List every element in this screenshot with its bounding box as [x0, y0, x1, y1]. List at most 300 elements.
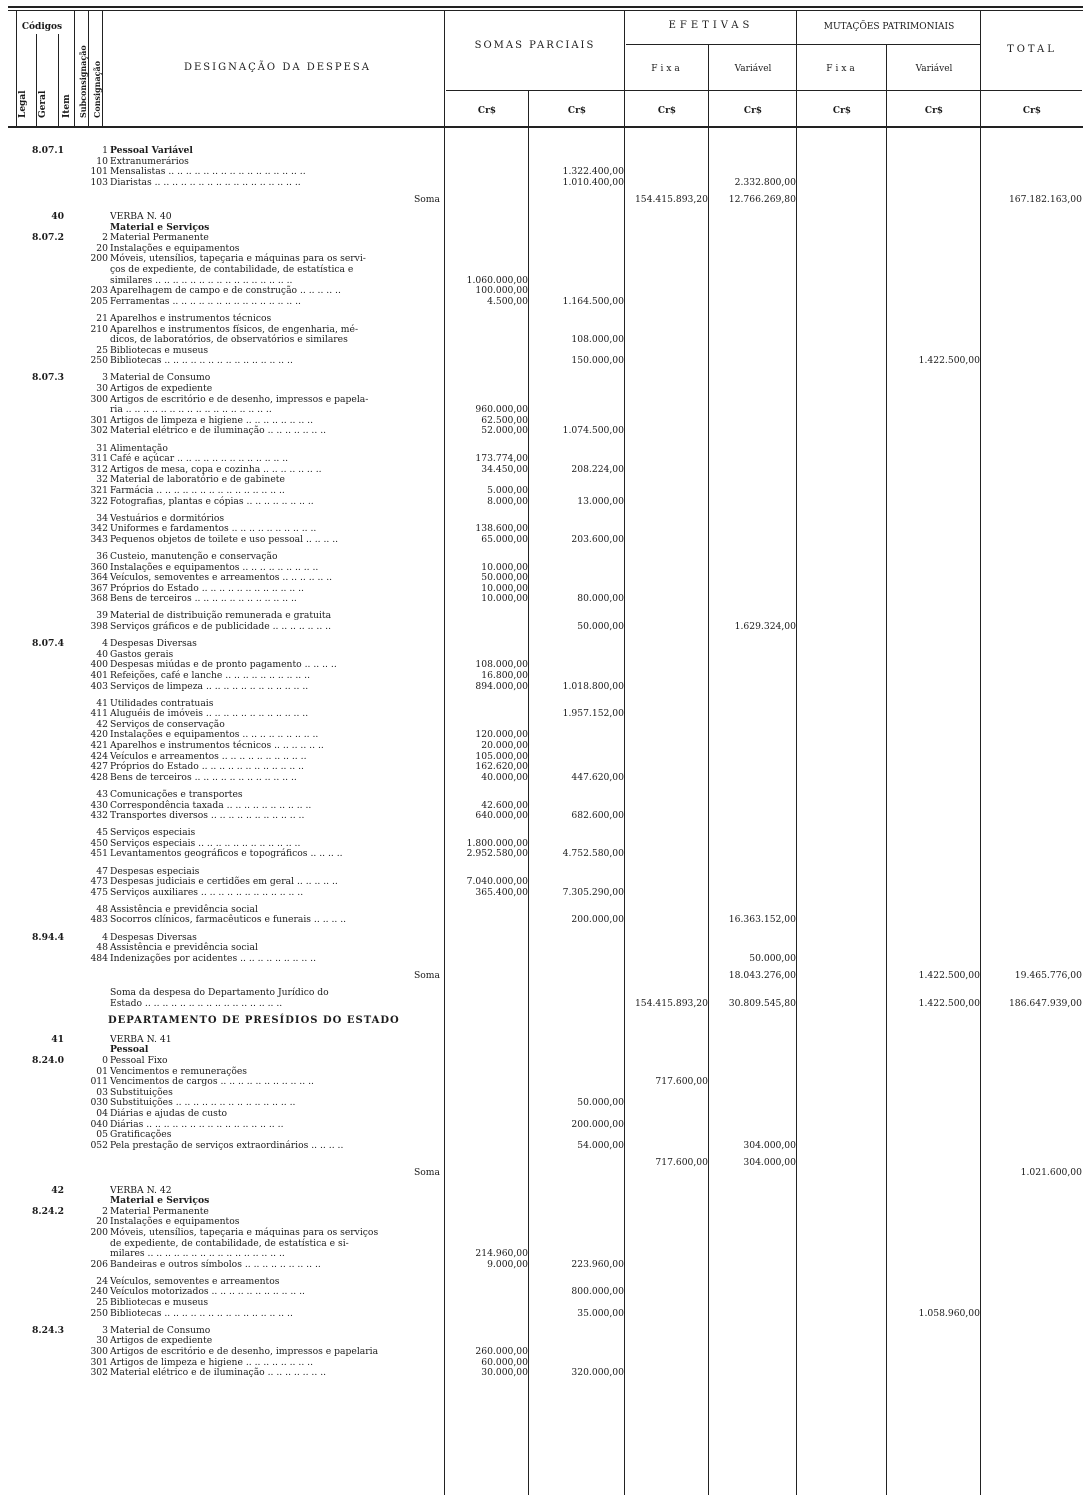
cell-s1: 894.000,00	[475, 680, 528, 692]
cell-ev: 16.363.152,00	[728, 914, 796, 926]
cell-s2: 682.600,00	[571, 810, 624, 822]
cell-ev: 1.629.324,00	[734, 621, 796, 632]
table-row	[0, 848, 1087, 859]
table-row	[0, 485, 1087, 496]
cell-s2: 150.000,00	[571, 355, 624, 367]
cell-lv: 8.24.0	[32, 1054, 64, 1066]
cell-it: 05	[96, 1129, 108, 1141]
cell-d: Bibliotecas .. .. .. .. .. .. .. .. .. .. .. .. .. .. ..	[110, 1307, 293, 1319]
cell-d: Refeições, café e lanche .. .. .. .. .. .. .. .. .. ..	[110, 669, 310, 681]
cell-s2: 50.000,00	[577, 1097, 624, 1109]
table-row	[0, 572, 1087, 583]
cell-s2: 1.018.800,00	[562, 680, 624, 692]
cell-s2: 80.000,00	[577, 593, 624, 605]
table-row	[0, 194, 1087, 205]
cell-d: Extranumerários	[110, 155, 189, 167]
cell-s2: 800.000,00	[571, 1286, 624, 1298]
cell-d: Gastos gerais	[110, 648, 174, 660]
table-row	[0, 222, 1087, 233]
cell-d: Artigos de mesa, copa e cozinha .. .. .. .. .. .. ..	[110, 463, 322, 475]
cell-it: 30	[96, 1335, 108, 1347]
table-row	[0, 761, 1087, 772]
cell-s2: 1.164.500,00	[562, 295, 624, 307]
cell-d: Transportes diversos .. .. .. .. .. .. .. .. .. .. ..	[110, 810, 305, 822]
table-row	[0, 1248, 1087, 1259]
cell-lv: 8.24.2	[32, 1205, 64, 1217]
cell-d: Vencimentos de cargos .. .. .. .. .. .. .. .. .. .. ..	[110, 1076, 314, 1088]
cell-it: 342	[90, 523, 108, 535]
cell-ev: 304.000,00	[743, 1139, 796, 1151]
cell-it: 210	[90, 323, 108, 335]
efetivas-fixa-header: Fixa	[651, 64, 683, 74]
table-row	[0, 610, 1087, 621]
cell-s1: 120.000,00	[475, 729, 528, 741]
table-row	[0, 932, 1087, 943]
cell-d: Bibliotecas e museus	[110, 344, 209, 356]
table-row	[0, 1055, 1087, 1066]
cell-it: 427	[90, 761, 108, 773]
col-item-label: Item	[62, 94, 72, 118]
cell-s1: 20.000,00	[481, 740, 528, 751]
cell-d: Artigos de expediente	[110, 383, 213, 394]
rule-sub-header	[626, 44, 980, 45]
cell-s1: 4.500,00	[487, 295, 528, 307]
table-row	[0, 443, 1087, 454]
cell-d: Móveis, utensílios, tapeçaria e máquinas para os serviços	[110, 1226, 379, 1238]
cell-s2: 200.000,00	[571, 1118, 624, 1130]
cell-it: 300	[90, 393, 108, 405]
codigos-label: Códigos	[21, 22, 63, 32]
table-row	[0, 621, 1087, 632]
cell-d: Material Permanente	[110, 232, 209, 244]
table-row	[0, 1325, 1087, 1336]
cell-it: 475	[90, 886, 108, 898]
cell-s1: 7.040.000,00	[466, 876, 528, 888]
cell-d: Vencimentos e remunerações	[110, 1065, 248, 1077]
cell-d: Despesas miúdas e de pronto pagamento .. .. .. ..	[110, 659, 337, 671]
total-header: TOTAL	[1007, 44, 1057, 55]
section-title: DEPARTAMENTO DE PRESÍDIOS DO ESTADO	[108, 1014, 400, 1026]
cell-d: Serviços especiais .. .. .. .. .. .. .. .. .. .. .. ..	[110, 837, 301, 849]
cell-d: Pessoal	[110, 1044, 149, 1056]
cell-it: 40	[96, 648, 108, 660]
cell-it: 483	[90, 914, 108, 926]
cell-s1: 960.000,00	[475, 404, 528, 416]
cell-it: 322	[90, 495, 108, 507]
cell-s1: 10.000,00	[481, 582, 528, 594]
cell-d: Bens de terceiros .. .. .. .. .. .. .. .. .. .. .. ..	[110, 593, 297, 605]
cell-d: Pessoal Variável	[110, 145, 193, 156]
cell-it: 48	[96, 903, 108, 915]
cell-d: Próprios do Estado .. .. .. .. .. .. .. .. .. .. .. ..	[110, 582, 304, 594]
cell-d: Diárias .. .. .. .. .. .. .. .. .. .. .. .. .. .. .. ..	[110, 1118, 284, 1130]
cell-d: dicos, de laboratórios, de observatórios e similares	[110, 334, 348, 346]
cell-d: Serviços gráficos e de publicidade .. .. .. .. .. .. ..	[110, 621, 331, 632]
cell-d: Serviços auxiliares .. .. .. .. .. .. .. .. .. .. .. ..	[110, 886, 304, 898]
table-row	[0, 719, 1087, 730]
cell-it: 401	[90, 669, 108, 681]
cell-d: Pela prestação de serviços extraordinários .. .. .. ..	[110, 1139, 344, 1151]
cell-d: Levantamentos geográficos e topográficos .. .. .. ..	[110, 848, 343, 860]
top-rule	[8, 6, 1083, 8]
cell-d: Artigos de escritório e de desenho, impressos e papela-	[110, 393, 369, 405]
top-rule-thin	[8, 10, 1083, 11]
cell-s2: 1.074.500,00	[562, 425, 624, 437]
cell-d: Material Permanente	[110, 1205, 209, 1217]
table-row	[0, 166, 1087, 177]
vl-3	[74, 10, 75, 128]
cell-s2: 1.322.400,00	[562, 166, 624, 178]
cell-s1: 1.800.000,00	[466, 837, 528, 849]
table-row	[0, 1297, 1087, 1308]
cell-d: Despesas Diversas	[110, 931, 197, 943]
table-row	[0, 1076, 1087, 1087]
cell-it: 2	[102, 232, 108, 244]
cell-it: 311	[90, 453, 108, 465]
cell-d: Indenizações por acidentes .. .. .. .. .. .. .. .. ..	[110, 952, 317, 964]
cell-d: Veículos, semoventes e arreamentos .. .. .. .. .. ..	[110, 572, 333, 584]
cell-s2: 203.600,00	[571, 533, 624, 545]
table-row	[0, 866, 1087, 877]
cell-it: 25	[96, 344, 108, 356]
cell-lv: 8.24.3	[32, 1324, 64, 1336]
vl-2	[58, 34, 59, 128]
cell-it: 030	[90, 1097, 108, 1109]
table-row	[0, 1119, 1087, 1130]
table-row	[0, 1227, 1087, 1238]
cell-it: 312	[90, 463, 108, 475]
cell-s1: 1.060.000,00	[466, 274, 528, 286]
cell-it: 103	[90, 176, 108, 188]
table-row	[0, 562, 1087, 573]
cell-s1: 173.774,00	[475, 453, 528, 465]
cell-it: 301	[90, 1356, 108, 1368]
cell-d: Instalações e equipamentos .. .. .. .. .. .. .. .. ..	[110, 729, 319, 741]
cell-it: 403	[90, 680, 108, 692]
table-row	[0, 404, 1087, 415]
cell-it: 4	[102, 638, 108, 650]
cell-d: Despesas Diversas	[110, 638, 197, 650]
rule-header-bottom	[8, 126, 1083, 128]
table-row	[0, 638, 1087, 649]
cell-d: Café e açúcar .. .. .. .. .. .. .. .. .. .. .. .. ..	[110, 453, 289, 465]
table-row	[0, 1286, 1087, 1297]
cell-s2: 200.000,00	[571, 914, 624, 926]
table-row	[0, 211, 1087, 222]
cell-ef: 154.415.893,20	[634, 997, 708, 1009]
cell-d: ria .. .. .. .. .. .. .. .. .. .. .. .. .. .. .. .. ..	[110, 404, 272, 416]
cell-ef: 717.600,00	[655, 1076, 708, 1088]
cell-d: Artigos de expediente	[110, 1335, 213, 1347]
cell-s1: 5.000,00	[487, 484, 528, 496]
cell-ef: 717.600,00	[655, 1156, 708, 1168]
cell-d: Veículos motorizados .. .. .. .. .. .. .. .. .. .. ..	[110, 1286, 305, 1298]
cell-s1: 100.000,00	[475, 285, 528, 297]
cell-d: Material elétrico e de iluminação .. .. .. .. .. .. ..	[110, 1367, 327, 1379]
cell-tt: 167.182.163,00	[1008, 193, 1082, 205]
table-row	[0, 1308, 1087, 1319]
cell-d: Aparelhos e instrumentos técnicos	[110, 312, 272, 324]
cell-d: Aluguéis de imóveis .. .. .. .. .. .. .. .. .. .. .. ..	[110, 708, 309, 720]
table-row	[0, 145, 1087, 156]
cell-s2: 1.957.152,00	[562, 708, 624, 720]
cell-it: 4	[102, 931, 108, 943]
cell-d: Bens de terceiros .. .. .. .. .. .. .. .. .. .. .. ..	[110, 771, 297, 783]
table-row	[0, 253, 1087, 264]
cell-s2: 320.000,00	[571, 1367, 624, 1379]
table-row	[0, 1346, 1087, 1357]
table-row	[0, 1167, 1087, 1178]
cell-s1: 260.000,00	[475, 1345, 528, 1357]
col-legal-label: Legal	[18, 90, 28, 118]
cell-it: 31	[96, 442, 108, 454]
mutacoes-fixa-header: Fixa	[826, 64, 858, 74]
cell-tt: 19.465.776,00	[1014, 969, 1082, 981]
table-row	[0, 953, 1087, 964]
table-row	[0, 551, 1087, 562]
cell-s2: 13.000,00	[577, 495, 624, 507]
cell-d: Soma	[413, 193, 440, 205]
cell-s2: 108.000,00	[571, 334, 624, 346]
cell-d: Material elétrico e de iluminação .. .. .. .. .. .. ..	[110, 425, 327, 437]
cell-s1: 60.000,00	[481, 1356, 528, 1368]
cell-d: Próprios do Estado .. .. .. .. .. .. .. .. .. .. .. ..	[110, 761, 304, 773]
cell-s2: 50.000,00	[577, 621, 624, 632]
table-row	[0, 887, 1087, 898]
cell-s1: 162.620,00	[475, 761, 528, 773]
cell-it: 0	[102, 1054, 108, 1066]
cell-d: Despesas judiciais e certidões em geral .. .. .. .. ..	[110, 876, 338, 888]
cell-d: Assistência e previdência social	[110, 903, 258, 915]
table-row	[0, 1087, 1087, 1098]
table-row	[0, 670, 1087, 681]
cell-d: VERBA N. 40	[110, 211, 172, 222]
table-row	[0, 313, 1087, 324]
cell-mv: 1.422.500,00	[918, 997, 980, 1009]
cell-it: 473	[90, 876, 108, 888]
cell-d: Serviços de conservação	[110, 718, 225, 730]
table-row	[0, 583, 1087, 594]
table-row	[0, 810, 1087, 821]
cell-lv: 8.07.1	[32, 145, 64, 156]
cell-it: 368	[90, 593, 108, 605]
cell-d: Artigos de limpeza e higiene .. .. .. .. .. .. .. ..	[110, 1356, 314, 1368]
cell-it: 48	[96, 942, 108, 954]
table-row	[0, 415, 1087, 426]
cell-d: Socorros clínicos, farmacêuticos e funerais .. .. .. ..	[110, 914, 347, 926]
table-row	[0, 740, 1087, 751]
cell-lv: 41	[51, 1033, 64, 1045]
table-row	[0, 698, 1087, 709]
table-row	[0, 355, 1087, 366]
cell-s2: 7.305.290,00	[562, 886, 624, 898]
cell-d: Material e Serviços	[110, 221, 210, 233]
cell-it: 367	[90, 582, 108, 594]
cell-it: 20	[96, 242, 108, 254]
efetivas-variavel-header: Variável	[734, 64, 772, 74]
cell-s2: 54.000,00	[577, 1139, 624, 1151]
cell-d: Móveis, utensílios, tapeçaria e máquinas para os servi-	[110, 253, 366, 265]
cell-d: Serviços de limpeza .. .. .. .. .. .. .. .. .. .. .. ..	[110, 680, 309, 692]
cell-tt: 186.647.939,00	[1008, 997, 1082, 1009]
table-row	[0, 474, 1087, 485]
cell-ev: 2.332.800,00	[734, 176, 796, 188]
cell-d: Serviços especiais	[110, 827, 196, 839]
vl-1	[36, 34, 37, 128]
cell-d: Pequenos objetos de toilete e uso pessoal .. .. .. ..	[110, 533, 339, 545]
cell-d: Fotografias, plantas e cópias .. .. .. .. .. .. .. ..	[110, 495, 314, 507]
cell-lv: 8.07.4	[32, 638, 64, 650]
cell-s2: 1.010.400,00	[562, 176, 624, 188]
cell-d: Estado .. .. .. .. .. .. .. .. .. .. .. .. .. .. .. ..	[110, 997, 283, 1009]
cell-ev: 12.766.269,80	[728, 193, 796, 205]
mutacoes-header: MUTAÇÕES PATRIMONIAIS	[823, 22, 955, 32]
cell-it: 300	[90, 1345, 108, 1357]
cell-it: 424	[90, 750, 108, 762]
cell-d: Utilidades contratuais	[110, 697, 214, 709]
cell-d: Bibliotecas .. .. .. .. .. .. .. .. .. .. .. .. .. .. ..	[110, 355, 293, 367]
cell-it: 450	[90, 837, 108, 849]
cell-s1: 65.000,00	[481, 533, 528, 545]
table-row	[0, 513, 1087, 524]
cell-s1: 16.800,00	[481, 669, 528, 681]
cell-mv: 1.058.960,00	[918, 1307, 980, 1319]
cell-d: ços de expediente, de contabilidade, de estatística e	[110, 264, 354, 275]
cell-it: 432	[90, 810, 108, 822]
cell-s1: 10.000,00	[481, 561, 528, 573]
cell-it: 25	[96, 1297, 108, 1308]
table-row	[0, 987, 1087, 998]
rule-currency	[446, 90, 1082, 91]
cell-ev: 30.809.545,80	[728, 997, 796, 1009]
cell-it: 41	[96, 697, 108, 709]
table-row	[0, 1185, 1087, 1196]
cell-it: 360	[90, 561, 108, 573]
cell-it: 2	[102, 1205, 108, 1217]
cell-s1: 50.000,00	[481, 572, 528, 584]
somas-parciais-header: SOMAS PARCIAIS	[474, 40, 596, 51]
cell-it: 400	[90, 659, 108, 671]
cell-it: 040	[90, 1118, 108, 1130]
cell-d: Material de laboratório e de gabinete	[110, 474, 285, 486]
table-row	[0, 285, 1087, 296]
cell-it: 30	[96, 383, 108, 394]
table-row	[0, 1206, 1087, 1217]
cell-d: Aparelhos e instrumentos físicos, de engenharia, mé-	[110, 323, 359, 335]
table-row	[0, 1276, 1087, 1287]
cell-s2: 35.000,00	[577, 1307, 624, 1319]
cell-it: 411	[90, 708, 108, 720]
cell-d: Artigos de escritório e de desenho, impressos e papelaria	[110, 1345, 379, 1357]
vl-4	[88, 10, 89, 128]
table-row	[0, 496, 1087, 507]
cell-s1: 214.960,00	[475, 1248, 528, 1260]
table-row	[0, 275, 1087, 286]
cell-s2: 4.752.580,00	[562, 848, 624, 860]
cur-ef: Cr$	[657, 106, 677, 116]
cell-s1: 34.450,00	[481, 463, 528, 475]
table-row	[0, 523, 1087, 534]
cell-d: Gratificações	[110, 1129, 172, 1141]
cell-s1: 640.000,00	[475, 810, 528, 822]
table-row	[0, 324, 1087, 335]
cell-d: Soma	[413, 969, 440, 981]
cell-lv: 42	[51, 1184, 64, 1196]
cell-lv: 8.07.3	[32, 372, 64, 384]
cell-it: 250	[90, 355, 108, 367]
cell-d: Soma	[413, 1167, 440, 1179]
cell-it: 240	[90, 1286, 108, 1298]
cell-it: 1	[102, 145, 108, 156]
cell-d: Bibliotecas e museus	[110, 1297, 209, 1308]
cell-d: Veículos, semoventes e arreamentos	[110, 1275, 280, 1287]
cell-tt: 1.021.600,00	[1020, 1167, 1082, 1179]
cell-it: 04	[96, 1107, 108, 1119]
cell-s1: 40.000,00	[481, 771, 528, 783]
cell-mv: 1.422.500,00	[918, 355, 980, 367]
table-row	[0, 789, 1087, 800]
cell-d: Instalações e equipamentos	[110, 1216, 240, 1228]
col-consignacao-label: Consignação	[92, 60, 102, 118]
cur-s1: Cr$	[477, 106, 497, 116]
table-row	[0, 383, 1087, 394]
cell-it: 45	[96, 827, 108, 839]
cell-it: 21	[96, 312, 108, 324]
cell-it: 428	[90, 771, 108, 783]
col-subconsignacao-label: Subconsignação	[78, 45, 88, 118]
table-row	[0, 1044, 1087, 1055]
cell-it: 42	[96, 718, 108, 730]
cell-it: 101	[90, 166, 108, 178]
cell-s1: 105.000,00	[475, 750, 528, 762]
table-row	[0, 998, 1087, 1009]
table-row	[0, 243, 1087, 254]
table-row	[0, 534, 1087, 545]
cell-s1: 365.400,00	[475, 886, 528, 898]
table-row	[0, 334, 1087, 345]
table-row	[0, 649, 1087, 660]
table-row	[0, 904, 1087, 915]
cell-it: 398	[90, 621, 108, 632]
cell-lv: 40	[51, 211, 64, 222]
cell-ev: 304.000,00	[743, 1156, 796, 1168]
cell-it: 200	[90, 253, 108, 265]
cell-d: Alimentação	[110, 442, 168, 454]
cell-d: Diárias e ajudas de custo	[110, 1107, 228, 1119]
table-row	[0, 453, 1087, 464]
cell-it: 206	[90, 1258, 108, 1270]
cell-d: Soma da despesa do Departamento Jurídico do	[110, 986, 329, 998]
table-row	[0, 1259, 1087, 1270]
cell-it: 302	[90, 425, 108, 437]
cell-it: 10	[96, 155, 108, 167]
table-row	[0, 177, 1087, 188]
cell-it: 250	[90, 1307, 108, 1319]
table-row	[0, 1195, 1087, 1206]
table-row	[0, 659, 1087, 670]
table-row	[0, 232, 1087, 243]
cell-d: Ferramentas .. .. .. .. .. .. .. .. .. .. .. .. .. .. ..	[110, 295, 301, 307]
table-row	[0, 729, 1087, 740]
cell-s1: 10.000,00	[481, 593, 528, 605]
table-row	[0, 1129, 1087, 1140]
cell-d: Assistência e previdência social	[110, 942, 258, 954]
table-row	[0, 1367, 1087, 1378]
cell-it: 203	[90, 285, 108, 297]
table-row	[0, 681, 1087, 692]
table-row	[0, 1097, 1087, 1108]
vl-0	[16, 10, 17, 128]
